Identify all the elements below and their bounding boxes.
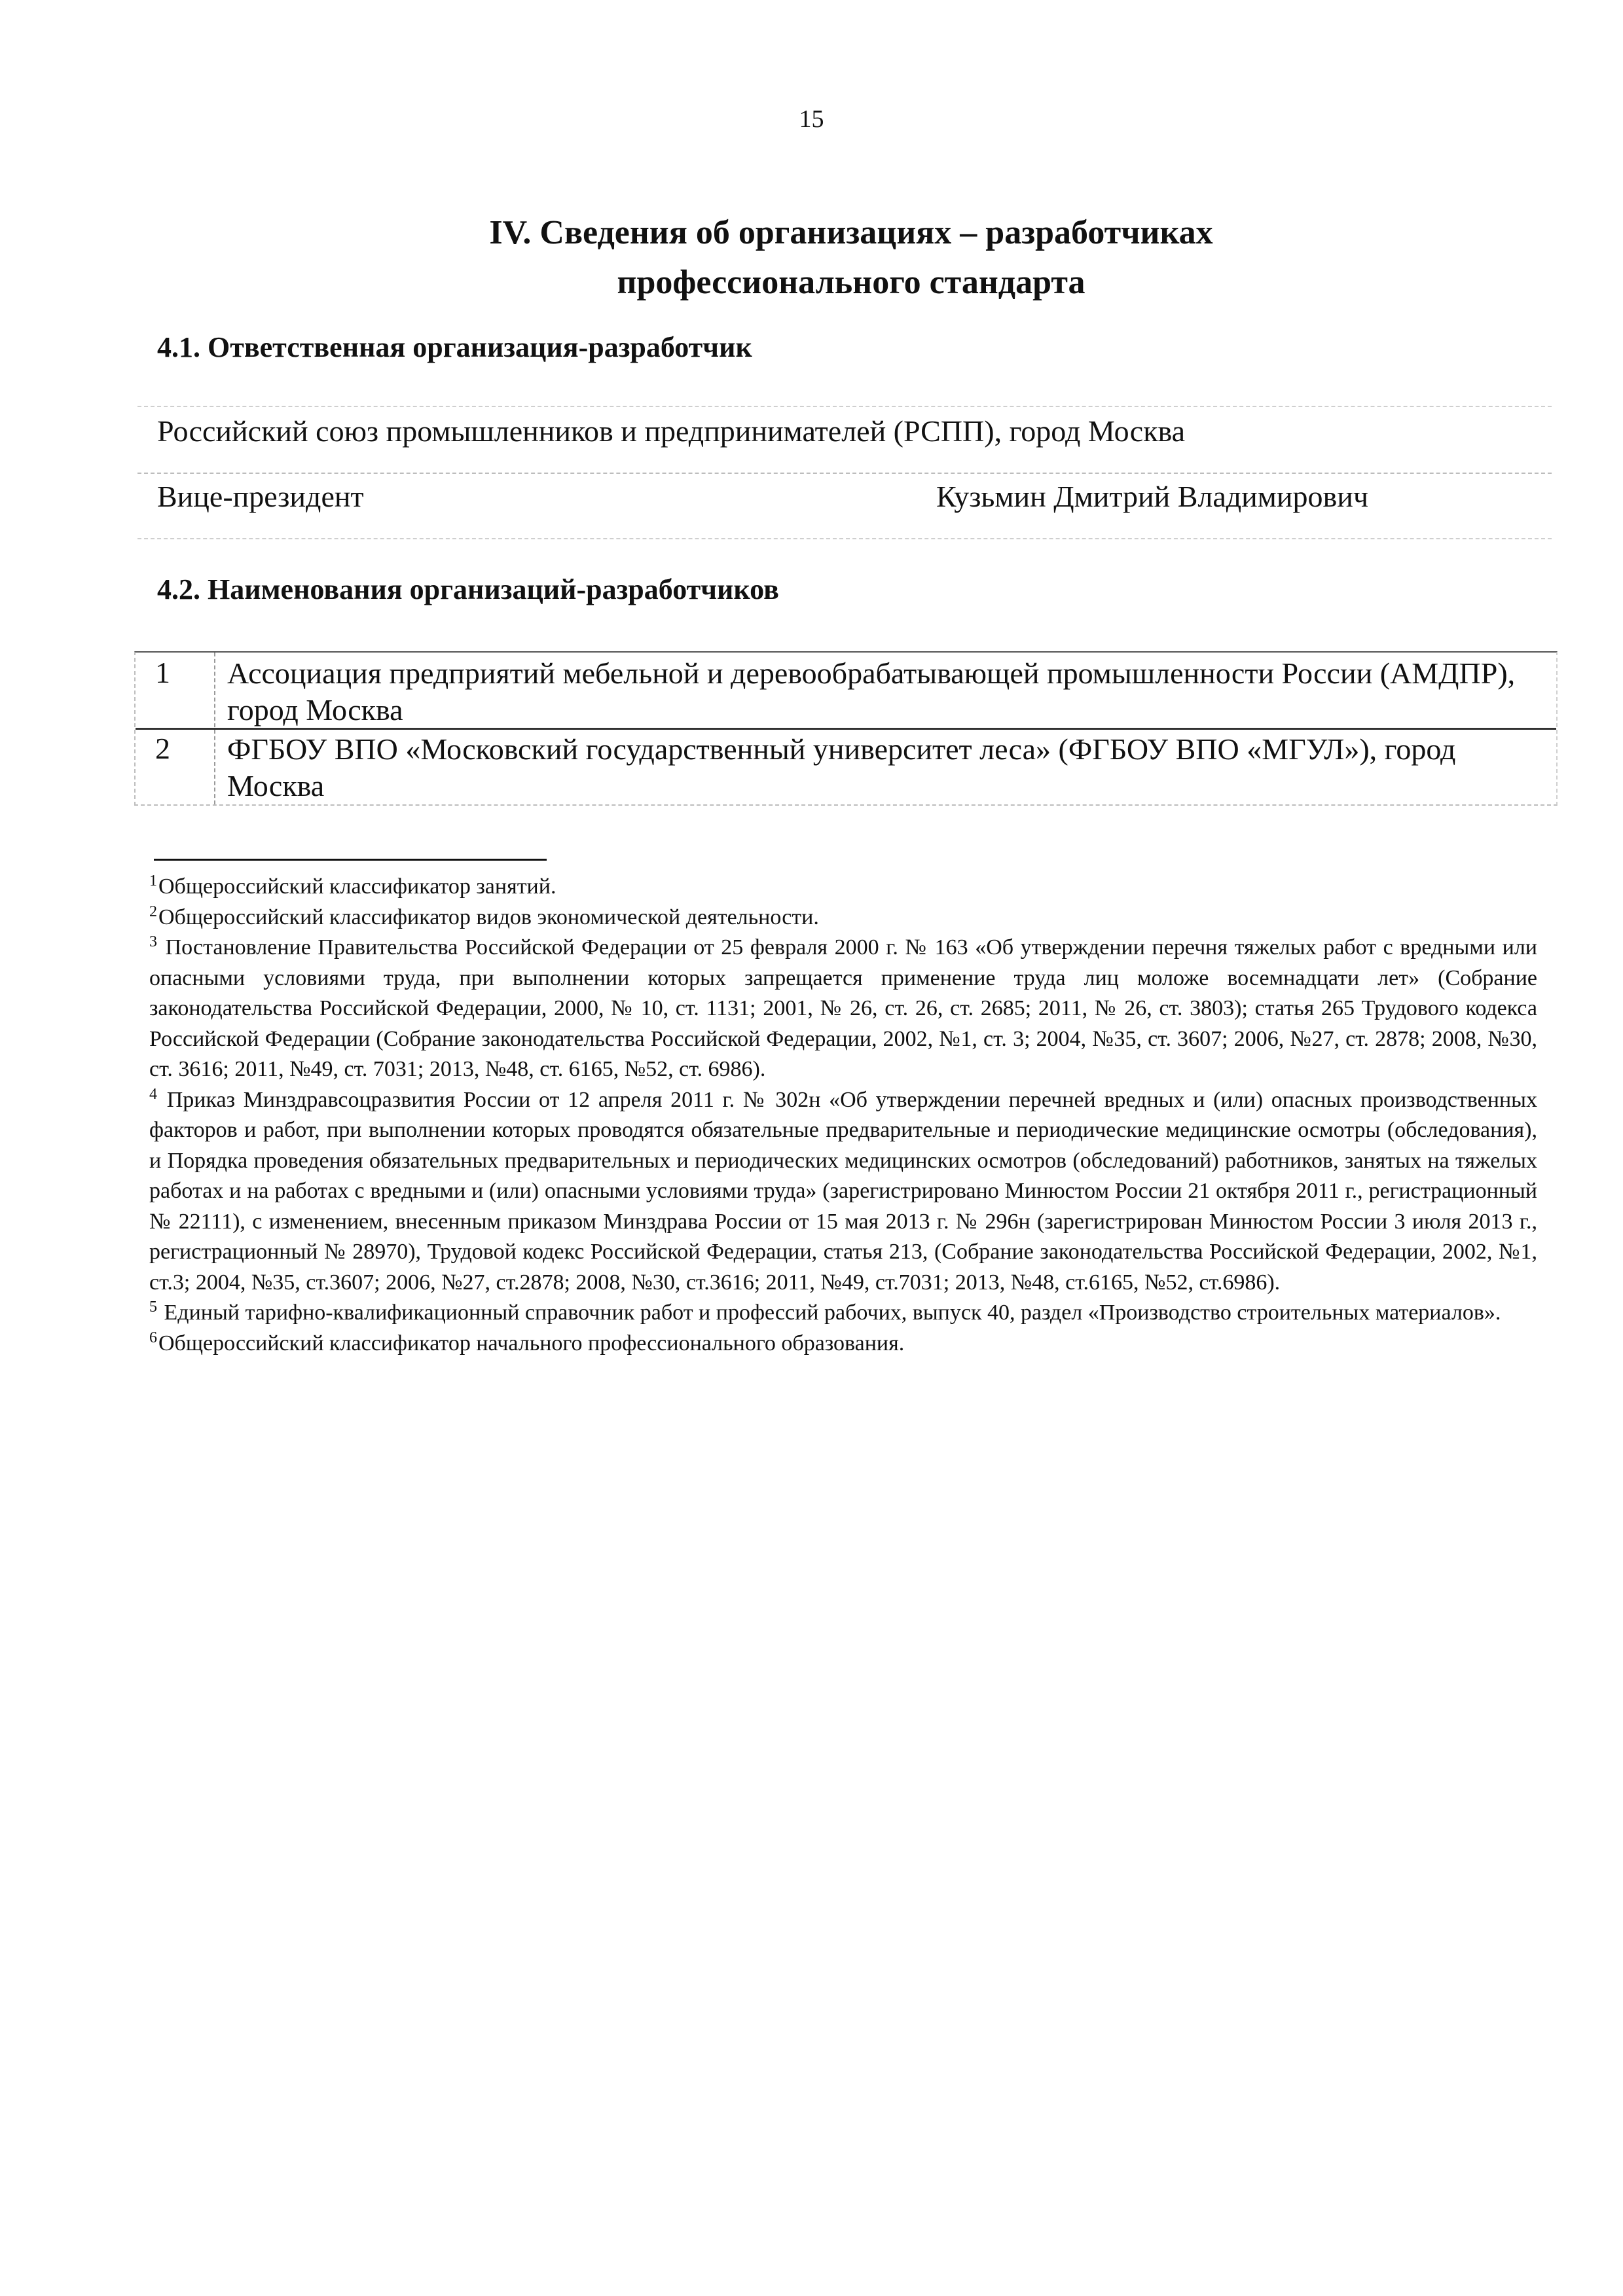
- footnote: [149, 1085, 1537, 1299]
- footnotes: [149, 872, 1537, 1359]
- footnote-text: Общероссийский классификатор видов экономической деятельности.: [158, 905, 819, 929]
- footnote: [149, 1329, 1537, 1359]
- footnote-separator: [154, 859, 547, 861]
- footnote-mark: 6: [149, 1329, 157, 1346]
- footnote-mark: 3: [149, 933, 157, 950]
- table-divider: [137, 473, 1552, 474]
- footnote-text: Единый тарифно-квалификационный справочник работ и профессий рабочих, выпуск 40, раздел «Производство строительных материалов».: [164, 1300, 1501, 1325]
- table-row: [136, 653, 1556, 730]
- responsible-org-name: Российский союз промышленников и предпринимателей (РСПП), город Москва: [157, 414, 1186, 448]
- footnote: [149, 933, 1537, 1085]
- page-number: 15: [799, 105, 824, 133]
- footnote-mark: 1: [149, 872, 157, 889]
- footnote-text: Общероссийский классификатор начального профессионального образования.: [158, 1331, 905, 1355]
- responsible-org-heading: 4.1. Ответственная организация-разработчик: [157, 331, 752, 363]
- footnote-text: Постановление Правительства Российской Федерации от 25 февраля 2000 г. № 163 «Об утверждении перечня тяжелых работ с вредными или опасными условиями труда, при выполнении которых запрещается применение труда лиц моложе восемнадцати лет» (Собрание законодательства Российской Федерации, 2000, № 10, ст. 1131; 2001, № 26, ст. 26, ст. 2685; 2011, № 26, ст. 3803); статья 265 Трудового кодекса Российской Федерации (Собрание законодательства Российской Федерации, 2002, №1, ст. 3; 2004, №35, ст. 3607; 2006, №27, ст. 2878; 2008, №30, ст. 3616; 2011, №49, ст. 7031; 2013, №48, ст. 6165, №52, ст. 6986).: [149, 935, 1537, 1081]
- responsible-person: Кузьмин Дмитрий Владимирович: [936, 480, 1368, 513]
- developer-orgs-heading: 4.2. Наименования организаций-разработчиков: [157, 573, 779, 605]
- developer-orgs-table: [134, 651, 1558, 806]
- footnote: [149, 872, 1537, 903]
- responsible-position: Вице-президент: [157, 480, 364, 513]
- row-org-name: Ассоциация предприятий мебельной и деревообрабатывающей промышленности России (АМДПР), город Москва: [227, 656, 1516, 726]
- footnote-mark: 5: [149, 1299, 157, 1316]
- footnote: [149, 903, 1537, 933]
- table-row: [136, 728, 1556, 804]
- section-title-line-2: профессионального стандарта: [617, 264, 1085, 301]
- section-title: [327, 208, 1375, 308]
- row-number: 2: [155, 732, 170, 765]
- footnote-text: Приказ Минздравсоцразвития России от 12 апреля 2011 г. № 302н «Об утверждении перечней вредных и (или) опасных производственных факторов и работ, при выполнении которых проводятся обязательные предварительные и периодические медицинские осмотры (обследования), и Порядка проведения обязательных предварительных и периодических медицинских осмотров (обследований) работников, занятых на тяжелых работах и на работах с вредными и (или) опасными условиями труда» (зарегистрировано Минюстом России 21 октября 2011 г., регистрационный № 22111), с изменением, внесенным приказом Минздрава России от 15 мая 2013 г. № 296н (зарегистрирован Минюстом России 3 июля 2013 г., регистрационный № 28970), Трудовой кодекс Российской Федерации, статья 213, (Собрание законодательства Российской Федерации, 2002, №1, ст.3; 2004, №35, ст.3607; 2006, №27, ст.2878; 2008, №30, ст.3616; 2011, №49, ст.7031; 2013, №48, ст.6165, №52, ст.6986).: [149, 1087, 1538, 1295]
- footnote-mark: 4: [149, 1085, 157, 1103]
- footnote-mark: 2: [149, 903, 157, 920]
- section-title-line-1: IV. Сведения об организациях – разработчиках: [489, 214, 1213, 251]
- footnote-text: Общероссийский классификатор занятий.: [158, 874, 556, 899]
- row-number: 1: [155, 656, 170, 689]
- footnote: [149, 1298, 1537, 1329]
- row-org-name: ФГБОУ ВПО «Московский государственный университет леса» (ФГБОУ ВПО «МГУЛ»), город Москва: [227, 732, 1456, 802]
